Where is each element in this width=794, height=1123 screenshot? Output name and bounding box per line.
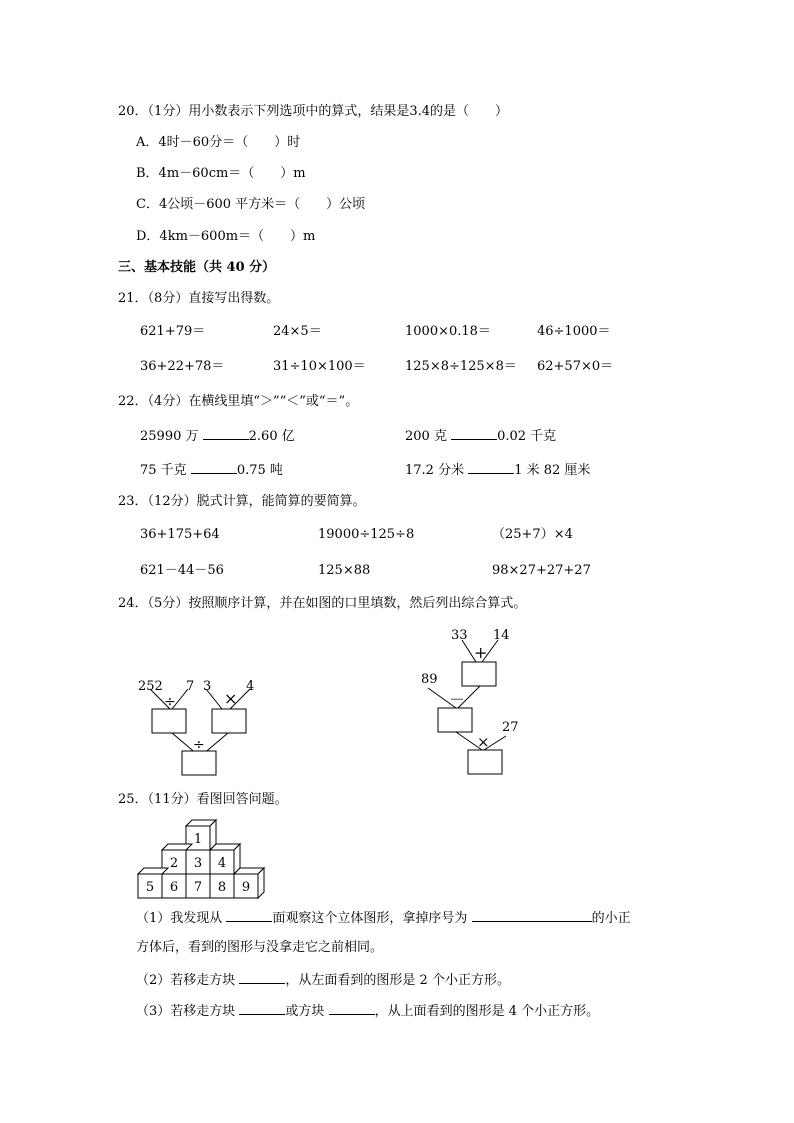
q21-stem: 21．（8分）直接写出得数。: [118, 291, 280, 306]
answer-blank[interactable]: [226, 909, 272, 922]
q23-item: 36+175+64: [140, 527, 220, 542]
answer-box[interactable]: [462, 662, 496, 686]
answer-box[interactable]: [152, 709, 186, 733]
operand: 7: [186, 679, 195, 694]
operator: ÷: [193, 737, 205, 753]
operand: 3: [203, 679, 212, 694]
answer-blank[interactable]: [329, 1002, 375, 1015]
answer-box[interactable]: [182, 751, 216, 775]
q25-text: 面观察这个立体图形，拿掉序号为: [272, 911, 468, 926]
q21-item: 46÷1000＝: [537, 324, 611, 339]
q22-item: [140, 461, 283, 479]
q20-option-c: C．4公顷－600 平方米＝（ ）公顷: [136, 197, 366, 212]
q21-item: 62+57×0＝: [537, 359, 614, 374]
answer-blank[interactable]: [468, 461, 514, 474]
q22-item: [405, 427, 556, 445]
cube-number: 8: [217, 880, 227, 895]
q22-left: 17.2 分米: [405, 463, 465, 478]
q25-text: （1）我发现从: [136, 911, 223, 926]
q20-option-a: A．4时－60分＝（ ）时: [136, 135, 301, 150]
q23-item: 98×27+27+27: [492, 563, 591, 578]
q21-item: 31÷10×100＝: [273, 359, 366, 374]
q21-item: 36+22+78＝: [140, 359, 225, 374]
cube-number: 5: [145, 880, 155, 895]
q23-stem: 23．（12分）脱式计算，能简算的要简算。: [118, 494, 366, 509]
operator: ×: [224, 689, 238, 708]
q25-text: 或方块: [285, 1004, 325, 1019]
cube-number: 1: [193, 832, 203, 847]
operand: 14: [493, 628, 510, 643]
answer-blank[interactable]: [191, 461, 237, 474]
q20-stem: 20．（1分）用小数表示下列选项中的算式，结果是3.4的是（ ）: [118, 104, 508, 119]
answer-blank[interactable]: [472, 909, 592, 922]
cube-number: 9: [241, 880, 251, 895]
q22-right: 1 米 82 厘米: [514, 463, 591, 478]
q25-part3: [136, 1002, 599, 1020]
q22-item: [140, 427, 295, 445]
q22-stem: 22．（4分）在横线里填“＞”“＜”或“＝”。: [118, 394, 359, 409]
q25-text: 的小正: [591, 911, 631, 926]
q22-right: 0.75 吨: [236, 463, 283, 478]
answer-blank[interactable]: [239, 1002, 285, 1015]
q25-part2: [136, 971, 510, 989]
answer-box[interactable]: [212, 709, 246, 733]
q22-left: 200 克: [405, 429, 447, 444]
q24-stem: 24．（5分）按照顺序计算，并在如图的口里填数，然后列出综合算式。: [118, 596, 527, 611]
q22-left: 75 千克: [140, 463, 187, 478]
operand: 33: [451, 628, 468, 643]
operand: 252: [138, 679, 163, 694]
answer-blank[interactable]: [451, 427, 497, 440]
q22-item: [405, 461, 590, 479]
q25-text: ，从上面看到的图形是 4 个小正方形。: [374, 1004, 600, 1019]
answer-box[interactable]: [438, 708, 472, 732]
q21-item: 24×5＝: [273, 324, 322, 339]
q25-text: （3）若移走方块: [136, 1004, 236, 1019]
q25-text: （2）若移走方块: [136, 973, 236, 988]
q21-item: 1000×0.18＝: [405, 324, 491, 339]
cube-number: 6: [169, 880, 179, 895]
answer-box[interactable]: [468, 750, 502, 774]
q21-item: 125×8÷125×8＝: [405, 359, 517, 374]
operator: ×: [477, 733, 490, 751]
section-heading: 三、基本技能（共 40 分）: [118, 260, 276, 275]
q23-item: （25+7）×4: [492, 527, 573, 542]
operator: +: [474, 643, 488, 662]
answer-blank[interactable]: [239, 971, 285, 984]
operand: 89: [421, 672, 438, 687]
q23-item: 621－44－56: [140, 563, 224, 578]
q22-right: 0.02 千克: [497, 429, 557, 444]
q23-item: 125×88: [318, 563, 371, 578]
operator: －: [449, 690, 466, 709]
q20-option-d: D．4km－600m＝（ ）m: [136, 229, 316, 244]
q22-left: 25990 万: [140, 429, 199, 444]
cube-number: 4: [217, 856, 227, 871]
q20-option-b: B．4m－60cm＝（ ）m: [136, 166, 306, 181]
cube-figure: [136, 818, 276, 900]
q22-right: 2.60 亿: [248, 429, 295, 444]
operator: ÷: [164, 694, 176, 710]
q21-item: 621+79＝: [140, 324, 206, 339]
cube-number: 2: [169, 856, 179, 871]
left-calculation-tree: [130, 675, 260, 780]
cube-number: 7: [193, 880, 203, 895]
q23-item: 19000÷125÷8: [318, 527, 415, 542]
operand: 4: [246, 679, 255, 694]
q25-text: ，从左面看到的图形是 2 个小正方形。: [285, 973, 510, 988]
operand: 27: [502, 720, 519, 735]
q25-part1-cont: 方体后，看到的图形与没拿走它之前相同。: [136, 940, 384, 955]
q25-part1: [136, 909, 631, 927]
q25-stem: 25．（11分）看图回答问题。: [118, 792, 288, 807]
right-calculation-tree: [418, 626, 548, 778]
cube-number: 3: [193, 856, 203, 871]
answer-blank[interactable]: [203, 427, 249, 440]
